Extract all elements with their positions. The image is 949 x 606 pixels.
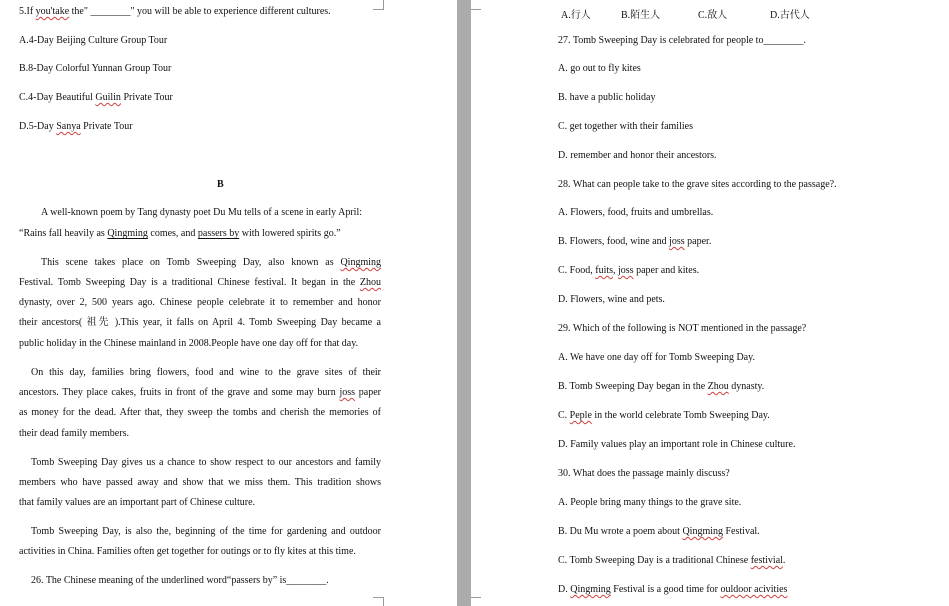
q26-option-c: C.敌人 xyxy=(698,10,728,21)
q28-option-b: B. Flowers, food, wine and joss paper. xyxy=(558,236,712,247)
passage-paragraph-2-line: their ancestors( 祖先 ).This year, it falls on April 4. Tomb Sweeping Day became a xyxy=(19,317,381,328)
q29-option-d: D. Family values play an important role in Chinese culture. xyxy=(558,439,796,450)
q27-option-d: D. remember and honor their ancestors. xyxy=(558,150,717,161)
passage-paragraph-1-line: A well-known poem by Tang dynasty poet Du Mu tells of a scene in early April: xyxy=(41,207,363,218)
q27-option-a: A. go out to fly kites xyxy=(558,63,641,74)
q29-option-a: A. We have one day off for Tomb Sweeping Day. xyxy=(558,352,755,363)
q26-option-a: A.行人 xyxy=(561,10,591,21)
q30-option-c: C. Tomb Sweeping Day is a traditional Chinese festivial. xyxy=(558,555,786,566)
right-page xyxy=(471,0,949,606)
question-30: 30. What does the passage mainly discuss? xyxy=(558,468,730,479)
passage-paragraph-3-line: ancestors. They place cakes, fruits in front of the grave and some may burn joss paper xyxy=(19,387,381,398)
passage-paragraph-5-line: Tomb Sweeping Day, is also the, beginning of the time for gardening and outdoor xyxy=(31,526,381,537)
question-5: 5.If you'take the" ________" you will be able to experience different cultures. xyxy=(19,6,331,17)
passage-paragraph-4-line: Tomb Sweeping Day gives us a chance to show respect to our ancestors and family xyxy=(31,457,381,468)
margin-corner-mark xyxy=(373,597,384,606)
passage-paragraph-3-line: their dead family members. xyxy=(19,428,129,439)
q29-option-c: C. Peple in the world celebrate Tomb Sweeping Day. xyxy=(558,410,770,421)
question-27: 27. Tomb Sweeping Day is celebrated for people to________. xyxy=(558,35,806,46)
q30-option-a: A. People bring many things to the grave site. xyxy=(558,497,742,508)
q28-option-d: D. Flowers, wine and pets. xyxy=(558,294,665,305)
passage-paragraph-1-line: “Rains fall heavily as Qingming comes, and passers by with lowered spirits go.” xyxy=(19,228,341,239)
q5-option-d: D.5-Day Sanya Private Tour xyxy=(19,121,133,132)
q26-option-d: D.古代人 xyxy=(770,10,810,21)
q30-option-b: B. Du Mu wrote a poem about Qingming Festival. xyxy=(558,526,760,537)
passage-paragraph-2-line: public holiday in the Chinese mainland in 2008.People have one day off for that day. xyxy=(19,338,359,349)
question-28: 28. What can people take to the grave sites according to the passage?. xyxy=(558,179,837,190)
passage-paragraph-3-line: as money for the dead. After that, they sweep the tombs and cherish the memories of xyxy=(19,407,381,418)
left-page xyxy=(0,0,457,606)
margin-corner-mark xyxy=(471,597,481,606)
q28-option-c: C. Food, fuits, joss paper and kites. xyxy=(558,265,700,276)
passage-paragraph-2-line: dynasty, over 2, 500 years ago. Chinese people celebrate it to remember and honor xyxy=(19,297,381,308)
q28-option-a: A. Flowers, food, fruits and umbrellas. xyxy=(558,207,714,218)
passage-paragraph-2-line: Festival. Tomb Sweeping Day is a traditional Chinese festival. It began in the Zhou xyxy=(19,277,381,288)
q5-option-a: A.4-Day Beijing Culture Group Tour xyxy=(19,35,168,46)
passage-paragraph-5-line: activities in China. Families often get together for outings or to fly kites at this time. xyxy=(19,546,356,557)
page-gap xyxy=(457,0,471,606)
passage-paragraph-3-line: On this day, families bring flowers, food and wine to the grave sites of their xyxy=(31,367,381,378)
margin-corner-mark xyxy=(373,0,384,10)
passage-paragraph-4-line: members who have passed away and show that we miss them. This tradition shows xyxy=(19,477,381,488)
q5-option-c: C.4-Day Beautiful Guilin Private Tour xyxy=(19,92,173,103)
question-29: 29. Which of the following is NOT mentioned in the passage? xyxy=(558,323,807,334)
passage-paragraph-4-line: that family values are an important part of Chinese culture. xyxy=(19,497,256,508)
q30-option-d: D. Qingming Festival is a good time for ouldoor acivities xyxy=(558,584,788,595)
question-26: 26. The Chinese meaning of the underlined word“passers by” is________. xyxy=(31,575,329,586)
section-heading: B xyxy=(217,179,224,190)
q5-option-b: B.8-Day Colorful Yunnan Group Tour xyxy=(19,63,172,74)
q27-option-c: C. get together with their families xyxy=(558,121,693,132)
passage-paragraph-2-line: This scene takes place on Tomb Sweeping Day, also known as Qingming xyxy=(41,257,381,268)
q26-option-b: B.陌生人 xyxy=(621,10,661,21)
margin-corner-mark xyxy=(471,0,481,10)
q29-option-b: B. Tomb Sweeping Day began in the Zhou dynasty. xyxy=(558,381,765,392)
q27-option-b: B. have a public holiday xyxy=(558,92,656,103)
